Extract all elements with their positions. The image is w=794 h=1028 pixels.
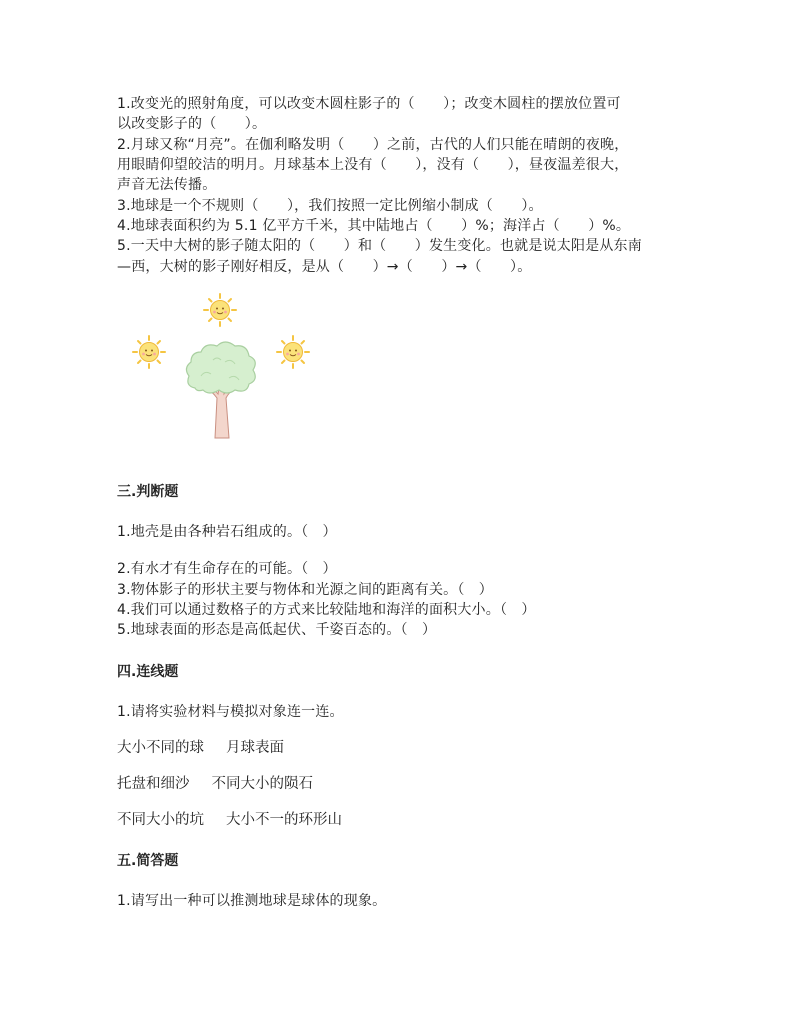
fill-line-8: 5.一天中大树的影子随太阳的（ ）和（ ）发生变化。也就是说太阳是从东南 <box>117 238 642 254</box>
fill-line-3: 2.月球又称“月亮”。在伽利略发明（ ）之前，古代的人们只能在晴朗的夜晚， <box>117 137 629 153</box>
fill-line-1: 1.改变光的照射角度，可以改变木圆柱影子的（ ）；改变木圆柱的摆放位置可 <box>117 96 621 112</box>
sun-tree-figure <box>125 290 315 442</box>
sun-icon <box>133 336 165 368</box>
match-right-2: 不同大小的陨石 <box>211 776 313 792</box>
fill-line-7: 4.地球表面积约为 5.1 亿平方千米，其中陆地占（ ）%；海洋占（ ）%。 <box>117 218 631 234</box>
fill-line-6: 3.地球是一个不规则（ ），我们按照一定比例缩小制成（ ）。 <box>117 198 543 214</box>
match-row-2 <box>117 774 313 794</box>
tree-icon <box>186 342 255 438</box>
section-title-match: 四.连线题 <box>117 664 179 680</box>
match-question: 1.请将实验材料与模拟对象连一连。 <box>117 704 344 720</box>
match-right-1: 月球表面 <box>226 740 284 756</box>
judge-item-2: 2.有水才有生命存在的可能。（ ） <box>117 561 337 577</box>
match-row-3 <box>117 810 342 830</box>
judge-item-4: 4.我们可以通过数格子的方式来比较陆地和海洋的面积大小。（ ） <box>117 602 536 618</box>
short-question: 1.请写出一种可以推测地球是球体的现象。 <box>117 893 387 909</box>
match-left-3: 不同大小的坑 <box>117 812 204 828</box>
fill-line-5: 声音无法传播。 <box>117 177 217 193</box>
judge-item-3: 3.物体影子的形状主要与物体和光源之间的距离有关。（ ） <box>117 582 493 598</box>
fill-line-4: 用眼睛仰望皎洁的明月。月球基本上没有（ ），没有（ ），昼夜温差很大， <box>117 157 629 173</box>
judge-item-1: 1.地壳是由各种岩石组成的。（ ） <box>117 524 337 540</box>
match-right-3: 大小不一的环形山 <box>226 812 342 828</box>
section-title-short: 五.简答题 <box>117 853 179 869</box>
sun-icon <box>277 336 309 368</box>
sun-icon <box>204 294 236 326</box>
judge-item-5: 5.地球表面的形态是高低起伏、千姿百态的。（ ） <box>117 622 437 638</box>
fill-line-9: —西，大树的影子刚好相反，是从（ ）→（ ）→（ ）。 <box>117 259 532 275</box>
match-row-1 <box>117 738 284 758</box>
match-left-2: 托盘和细沙 <box>117 776 190 792</box>
section-title-judge: 三.判断题 <box>117 484 179 500</box>
fill-line-2: 以改变影子的（ ）。 <box>117 116 267 132</box>
match-left-1: 大小不同的球 <box>117 740 204 756</box>
